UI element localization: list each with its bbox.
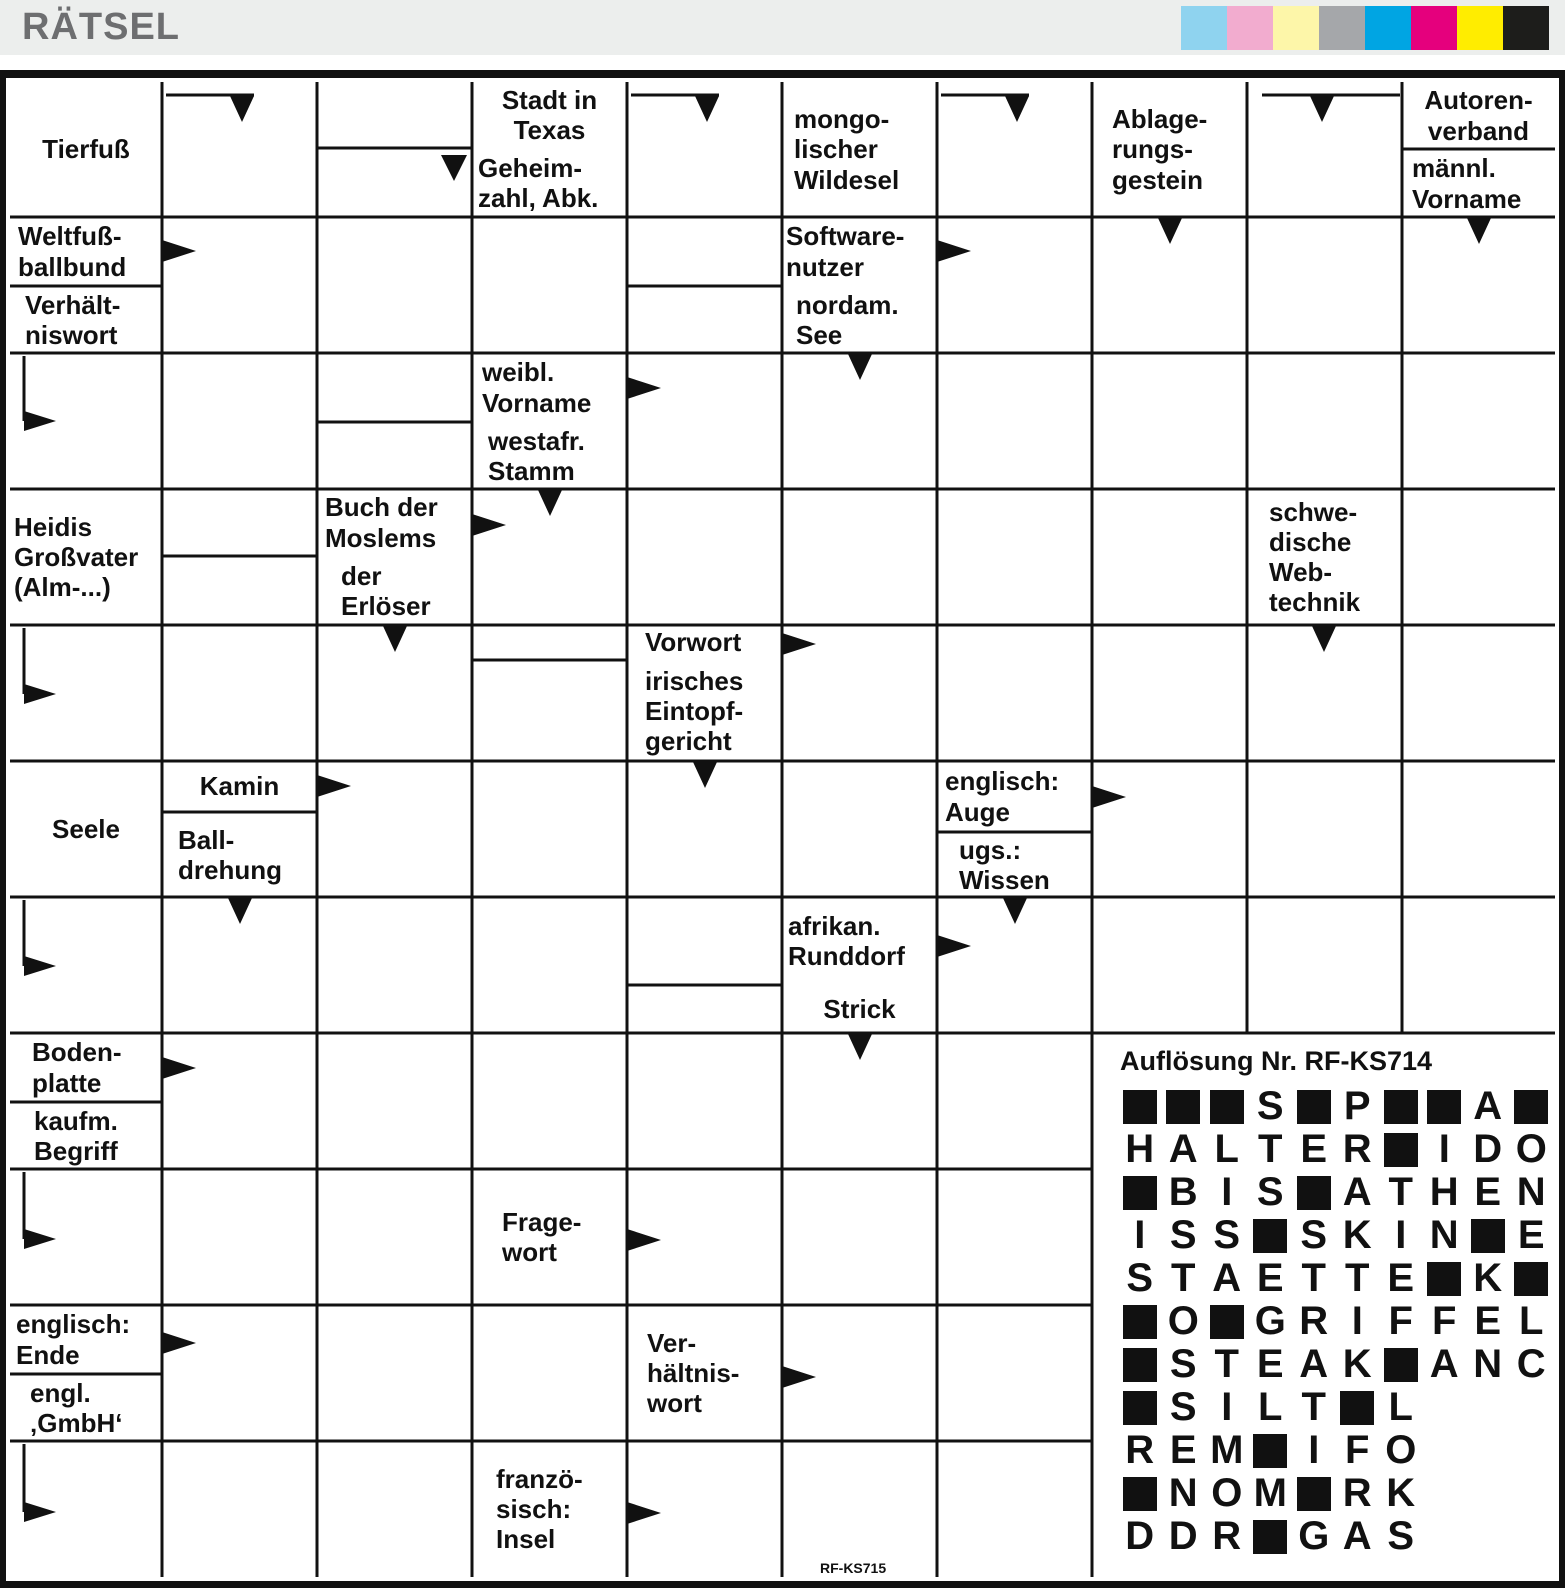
- clue-maennl-vorname: [1402, 150, 1555, 217]
- solution-letter: A: [1212, 1256, 1242, 1300]
- solution-letter: O: [1515, 1127, 1547, 1171]
- solution-letter: H: [1429, 1170, 1459, 1214]
- solution-letter: I: [1221, 1385, 1233, 1429]
- solution-letter: I: [1221, 1170, 1233, 1214]
- solution-letter: A: [1342, 1170, 1372, 1214]
- black-square: [1427, 1262, 1461, 1296]
- solution-row: [1118, 1515, 1553, 1558]
- black-square: [1297, 1090, 1331, 1124]
- solution-letter: E: [1474, 1170, 1502, 1214]
- clue-text: Buch der Moslems: [325, 492, 438, 553]
- black-square: [1471, 1219, 1505, 1253]
- black-square: [1210, 1305, 1244, 1339]
- solution-letter: F: [1432, 1299, 1457, 1343]
- solution-block: [1423, 1257, 1467, 1300]
- clue-text: Vorwort: [645, 627, 742, 658]
- solution-letter: H: [1125, 1127, 1155, 1171]
- clue-text: Verhält- niswort: [25, 289, 121, 350]
- clue-schwedische-webtechnik: [1247, 489, 1402, 625]
- arrow-down-icon: [1467, 218, 1491, 244]
- solution-letter: I: [1134, 1213, 1146, 1257]
- clue-text: Autoren- verband: [1424, 85, 1533, 146]
- clue-text: Tierfuß: [42, 134, 130, 165]
- solution-block: [1292, 1472, 1336, 1515]
- solution-block: [1379, 1343, 1423, 1386]
- black-square: [1210, 1090, 1244, 1124]
- solution-block: [1510, 1257, 1554, 1300]
- solution-letter: S: [1256, 1084, 1284, 1128]
- solution-block: [1249, 1429, 1293, 1472]
- solution-title: Auflösung Nr. RF-KS714: [1120, 1046, 1433, 1076]
- black-square: [1384, 1090, 1418, 1124]
- arrow-right-icon: [937, 935, 971, 957]
- solution-letter: C: [1516, 1342, 1546, 1386]
- arrow-right-icon: [24, 1502, 56, 1522]
- solution-block: [1510, 1085, 1554, 1128]
- arrow-right-icon: [162, 1057, 196, 1079]
- solution-block: [1118, 1171, 1162, 1214]
- solution-letter: D: [1125, 1514, 1155, 1558]
- black-square: [1253, 1434, 1287, 1468]
- solution-letter: R: [1342, 1471, 1372, 1515]
- clue-text: irisches Eintopf- gericht: [645, 665, 744, 757]
- solution-block: [1249, 1214, 1293, 1257]
- arrow-right-icon: [24, 1229, 56, 1249]
- solution-letter: M: [1210, 1428, 1244, 1472]
- black-square: [1123, 1348, 1157, 1382]
- solution-letter: S: [1213, 1213, 1241, 1257]
- solution-letter: N: [1473, 1342, 1503, 1386]
- solution-letter: O: [1385, 1428, 1417, 1472]
- arrow-down-icon: [538, 490, 562, 516]
- solution-letter: E: [1517, 1213, 1545, 1257]
- solution-letter: A: [1342, 1514, 1372, 1558]
- clue-englisch-auge: [937, 761, 1092, 832]
- solution-letter: A: [1168, 1127, 1198, 1171]
- black-square: [1297, 1176, 1331, 1210]
- black-square: [1253, 1219, 1287, 1253]
- solution-letter: E: [1256, 1256, 1284, 1300]
- clue-tierfuss: [10, 82, 162, 217]
- clue-weltfussballbund: [10, 217, 162, 286]
- arrow-down-icon: [848, 1034, 872, 1060]
- solution-letter: T: [1258, 1127, 1283, 1171]
- solution-letter: L: [1519, 1299, 1544, 1343]
- clue-text: Kamin: [199, 771, 280, 802]
- arrow-right-icon: [162, 1332, 196, 1354]
- solution-letter: O: [1211, 1471, 1243, 1515]
- solution-block: [1336, 1386, 1380, 1429]
- solution-letter: I: [1438, 1127, 1450, 1171]
- arrow-right-icon: [627, 1502, 661, 1524]
- black-square: [1253, 1520, 1287, 1554]
- arrow-right-icon: [782, 1366, 816, 1388]
- clue-text: nordam. See: [796, 289, 899, 350]
- solution-letter: D: [1168, 1514, 1198, 1558]
- solution-block: [1118, 1343, 1162, 1386]
- arrow-down-icon: [693, 762, 717, 788]
- puzzle-code: RF-KS715: [820, 1560, 887, 1576]
- solution-letter: K: [1386, 1471, 1416, 1515]
- solution-row: [1118, 1214, 1553, 1257]
- arrow-down-icon: [1158, 218, 1182, 244]
- clue-text: weibl. Vorname: [482, 357, 592, 418]
- solution-letter: N: [1516, 1170, 1546, 1214]
- solution-letter: B: [1168, 1170, 1198, 1214]
- solution-letter: I: [1395, 1213, 1407, 1257]
- solution-letter: A: [1429, 1342, 1459, 1386]
- clue-irisches-eintopfgericht: [627, 661, 782, 761]
- clue-text: Geheim- zahl, Abk.: [478, 152, 599, 213]
- arrow-down-icon: [848, 354, 872, 380]
- black-square: [1427, 1090, 1461, 1124]
- arrow-down-icon: [695, 96, 719, 122]
- clue-bodenplatte: [10, 1033, 162, 1102]
- solution-letter: G: [1254, 1299, 1286, 1343]
- solution-row: [1118, 1472, 1553, 1515]
- clue-text: englisch: Ende: [16, 1309, 131, 1370]
- solution-block: [1162, 1085, 1206, 1128]
- solution-letter: D: [1473, 1127, 1503, 1171]
- clue-text: Heidis Großvater (Alm-...): [14, 511, 139, 603]
- solution-letter: M: [1253, 1471, 1287, 1515]
- clue-text: afrikan. Runddorf: [788, 910, 905, 971]
- arrow-right-icon: [1092, 786, 1126, 808]
- black-square: [1123, 1305, 1157, 1339]
- solution-block: [1249, 1515, 1293, 1558]
- clue-engl-gmbh: [10, 1375, 162, 1441]
- solution-letter: N: [1429, 1213, 1459, 1257]
- clue-nordam-see: [782, 287, 937, 353]
- clue-text: ugs.: Wissen: [959, 834, 1050, 895]
- clue-westafr-stamm: [472, 423, 627, 489]
- clue-heidis-grossvater: [10, 489, 162, 625]
- solution-letter: A: [1473, 1084, 1503, 1128]
- black-square: [1384, 1348, 1418, 1382]
- clue-autorenverband: [1402, 82, 1555, 149]
- arrow-down-icon: [1003, 898, 1027, 924]
- solution-letter: K: [1342, 1213, 1372, 1257]
- clue-stadt-in-texas: [472, 82, 627, 148]
- arrow-down-icon: [230, 96, 254, 122]
- solution-letter: E: [1474, 1299, 1502, 1343]
- clue-text: männl. Vorname: [1412, 153, 1522, 214]
- solution-letter: E: [1169, 1428, 1197, 1472]
- arrow-right-icon: [24, 684, 56, 704]
- solution-row: [1118, 1257, 1553, 1300]
- black-square: [1123, 1477, 1157, 1511]
- arrow-down-icon: [1005, 96, 1029, 122]
- clue-softwarenutzer: [782, 217, 937, 286]
- clue-text: Strick: [823, 994, 896, 1025]
- solution-letter: S: [1169, 1385, 1197, 1429]
- clue-text: Software- nutzer: [786, 221, 905, 282]
- solution-letter: L: [1388, 1385, 1413, 1429]
- black-square: [1514, 1090, 1548, 1124]
- clue-text: Boden- platte: [32, 1037, 122, 1098]
- solution-letter: E: [1256, 1342, 1284, 1386]
- clue-text: Stadt in Texas: [501, 84, 598, 145]
- solution-letter: F: [1345, 1428, 1370, 1472]
- solution-row: [1118, 1343, 1553, 1386]
- clue-text: Frage- wort: [502, 1206, 582, 1267]
- solution-row: [1118, 1386, 1553, 1429]
- arrow-right-icon: [317, 775, 351, 797]
- solution-row: [1118, 1429, 1553, 1472]
- arrow-right-icon: [472, 514, 506, 536]
- solution-letter: L: [1258, 1385, 1283, 1429]
- clue-text: westafr. Stamm: [488, 425, 585, 486]
- clue-text: der Erlöser: [341, 560, 431, 621]
- clue-franzoesisch-insel: [472, 1441, 627, 1577]
- clue-text: Ver- hältnis- wort: [647, 1327, 740, 1419]
- solution-block: [1379, 1128, 1423, 1171]
- clue-text: Ball- drehung: [178, 824, 282, 885]
- arrow-right-icon: [937, 240, 971, 262]
- black-square: [1297, 1477, 1331, 1511]
- solution-letter: T: [1388, 1170, 1413, 1214]
- solution-letter: S: [1126, 1256, 1154, 1300]
- clue-strick: [782, 986, 937, 1033]
- solution-row: [1118, 1085, 1553, 1128]
- arrow-right-icon: [162, 240, 196, 262]
- black-square: [1166, 1090, 1200, 1124]
- black-square: [1123, 1176, 1157, 1210]
- solution-letter: G: [1298, 1514, 1330, 1558]
- solution-block: [1118, 1300, 1162, 1343]
- solution-letter: T: [1301, 1256, 1326, 1300]
- solution-block: [1205, 1300, 1249, 1343]
- page-title: RÄTSEL: [22, 6, 180, 48]
- solution-block: [1423, 1085, 1467, 1128]
- clue-vorwort: [627, 625, 782, 660]
- black-square: [1384, 1133, 1418, 1167]
- clue-geheimzahl: [472, 149, 627, 217]
- solution-letter: T: [1301, 1385, 1326, 1429]
- arrow-right-icon: [782, 633, 816, 655]
- solution-letter: I: [1351, 1299, 1363, 1343]
- solution-block: [1379, 1085, 1423, 1128]
- solution-panel: [1118, 1046, 1553, 1558]
- solution-letter: S: [1169, 1342, 1197, 1386]
- clue-afrikan-runddorf: [782, 897, 937, 985]
- clue-fragewort: [472, 1169, 627, 1305]
- solution-block: [1466, 1214, 1510, 1257]
- solution-letter: S: [1300, 1213, 1328, 1257]
- solution-letter: E: [1387, 1256, 1415, 1300]
- solution-letter: R: [1342, 1127, 1372, 1171]
- arrow-right-icon: [24, 956, 56, 976]
- black-square: [1514, 1262, 1548, 1296]
- solution-grid: [1118, 1085, 1553, 1558]
- clue-text: schwe- dische Web- technik: [1269, 496, 1361, 618]
- clue-text: Weltfuß- ballbund: [18, 221, 127, 282]
- arrow-right-icon: [24, 411, 56, 431]
- clue-kamin: [162, 761, 317, 812]
- solution-letter: L: [1214, 1127, 1239, 1171]
- clue-seele: [10, 761, 162, 897]
- solution-letter: T: [1214, 1342, 1239, 1386]
- clue-text: Ablage- rungs- gestein: [1112, 104, 1208, 195]
- arrow-down-icon: [1310, 96, 1334, 122]
- clue-der-erloeser: [317, 557, 472, 625]
- clue-ugs-wissen: [937, 833, 1092, 897]
- clue-englisch-ende: [10, 1305, 162, 1374]
- solution-block: [1205, 1085, 1249, 1128]
- solution-block: [1118, 1085, 1162, 1128]
- clue-text: kaufm. Begriff: [34, 1105, 118, 1166]
- solution-letter: S: [1387, 1514, 1415, 1558]
- solution-letter: E: [1300, 1127, 1328, 1171]
- solution-block: [1292, 1171, 1336, 1214]
- solution-letter: S: [1256, 1170, 1284, 1214]
- clue-verhaeltniswort-2: [627, 1305, 782, 1441]
- solution-block: [1118, 1472, 1162, 1515]
- black-square: [1123, 1090, 1157, 1124]
- solution-letter: R: [1299, 1299, 1329, 1343]
- arrow-down-icon: [383, 626, 407, 652]
- clue-ablagerungsgestein: [1092, 82, 1247, 217]
- solution-letter: T: [1345, 1256, 1370, 1300]
- solution-row: [1118, 1171, 1553, 1214]
- clue-text: franzö- sisch: Insel: [496, 1463, 583, 1555]
- arrow-right-icon: [627, 1229, 661, 1251]
- solution-letter: S: [1169, 1213, 1197, 1257]
- clue-kaufm-begriff: [10, 1103, 162, 1169]
- solution-letter: A: [1299, 1342, 1329, 1386]
- arrow-down-icon: [1312, 626, 1336, 652]
- solution-letter: R: [1125, 1428, 1155, 1472]
- arrow-down-icon: [228, 898, 252, 924]
- clue-text: englisch: Auge: [945, 766, 1060, 827]
- clue-balldrehung: [162, 813, 317, 897]
- solution-row: [1118, 1128, 1553, 1171]
- clue-buch-der-moslems: [317, 489, 472, 556]
- solution-letter: K: [1473, 1256, 1503, 1300]
- solution-letter: N: [1168, 1471, 1198, 1515]
- solution-letter: K: [1342, 1342, 1372, 1386]
- solution-letter: O: [1167, 1299, 1199, 1343]
- solution-letter: I: [1308, 1428, 1320, 1472]
- arrow-right-icon: [627, 377, 661, 399]
- solution-letter: T: [1171, 1256, 1196, 1300]
- clue-text: engl. ‚GmbH‘: [30, 1377, 123, 1438]
- black-square: [1123, 1391, 1157, 1425]
- solution-row: [1118, 1300, 1553, 1343]
- solution-letter: P: [1343, 1084, 1371, 1128]
- black-square: [1340, 1391, 1374, 1425]
- clue-weibl-vorname: [472, 353, 627, 422]
- solution-block: [1292, 1085, 1336, 1128]
- solution-block: [1118, 1386, 1162, 1429]
- clue-verhaeltniswort-1: [10, 287, 162, 353]
- solution-letter: F: [1388, 1299, 1413, 1343]
- clue-text: mongo- lischer Wildesel: [794, 104, 900, 195]
- solution-letter: R: [1212, 1514, 1242, 1558]
- arrow-down-icon: [441, 155, 467, 181]
- clue-text: Seele: [52, 813, 120, 844]
- clue-mongolischer-wildesel: [782, 82, 937, 217]
